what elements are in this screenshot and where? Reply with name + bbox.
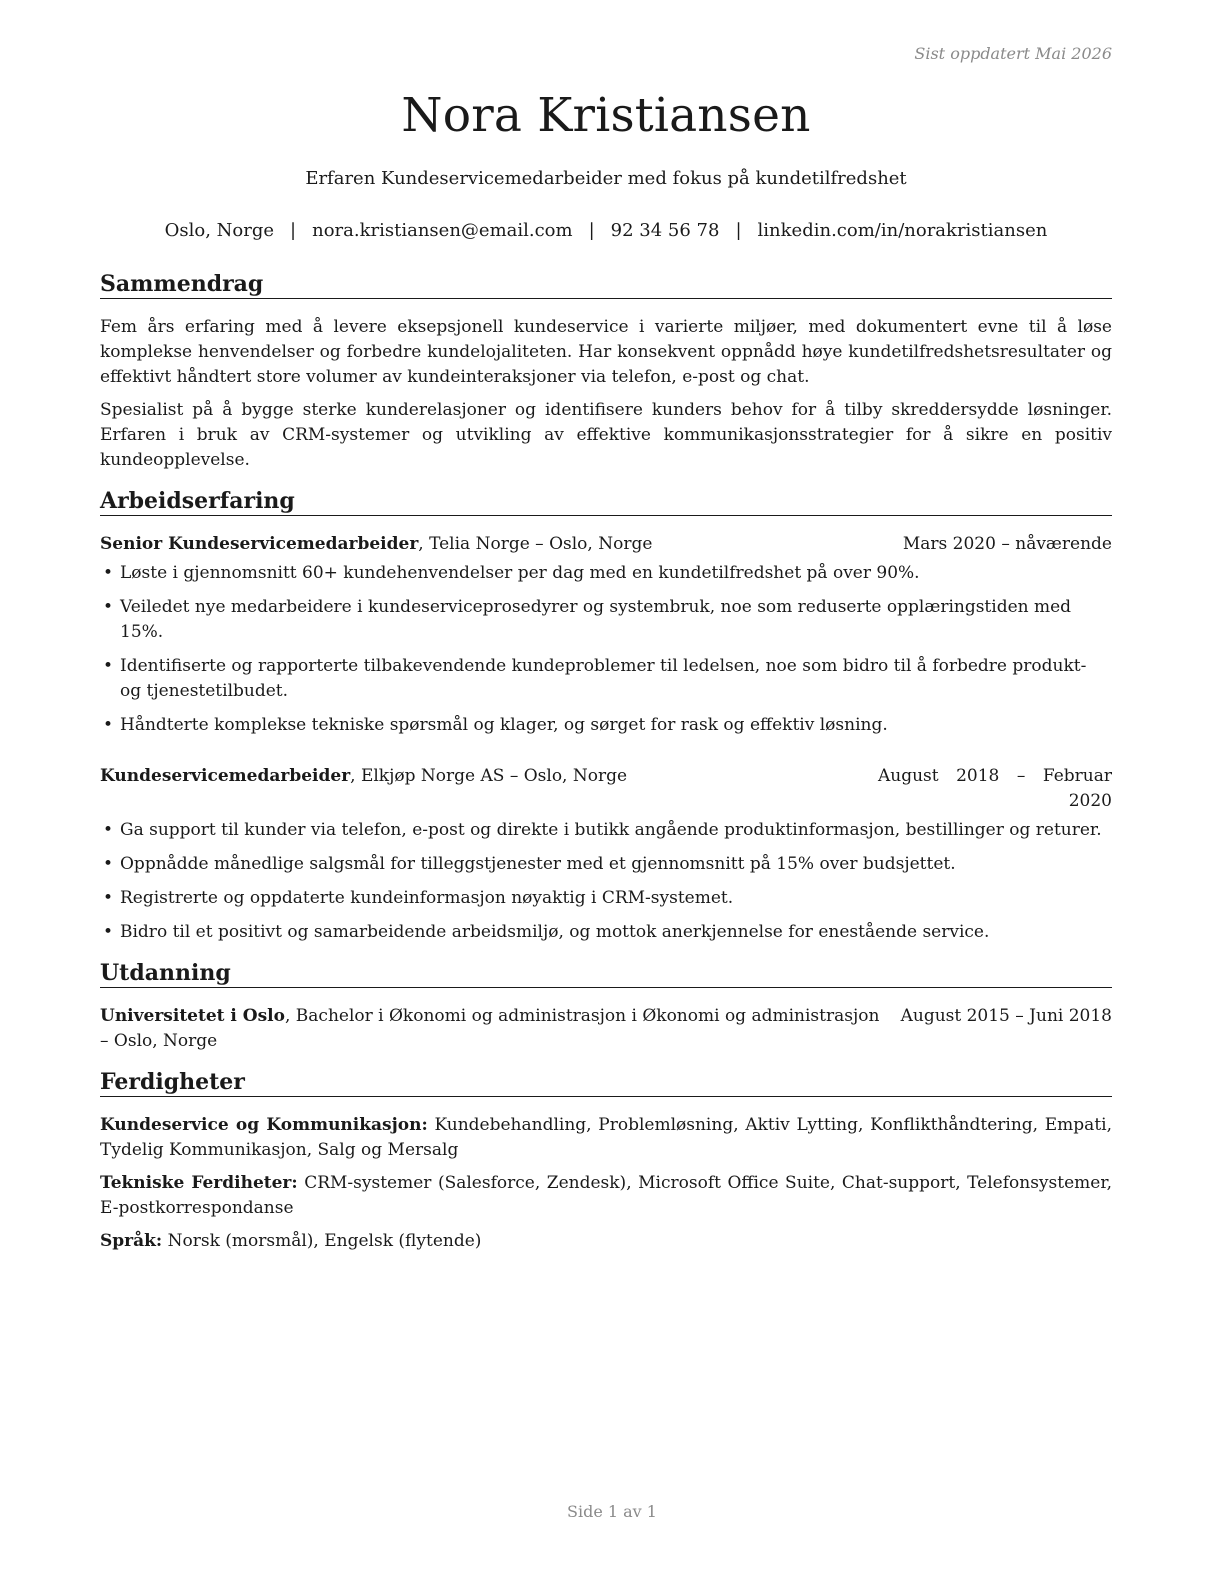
- headline: Erfaren Kundeservicemedarbeider med fokus på kundetilfredshet: [305, 168, 907, 189]
- contact-phone: 92 34 56 78: [610, 220, 720, 241]
- section-title-education: Utdanning: [100, 959, 1112, 988]
- job-role: [100, 764, 627, 814]
- bullet-text: Veiledet nye medarbeidere i kundeserviceprosedyrer og systembruk, noe som reduserte opplæringstiden med 15%.: [120, 597, 1072, 642]
- last-updated-note: Sist oppdatert Mai 2026: [914, 44, 1112, 63]
- list-item: [100, 654, 1112, 704]
- job-entry: [100, 532, 1112, 738]
- section-title-experience: Arbeidserfaring: [100, 487, 1112, 516]
- bullet-text: Ga support til kunder via telefon, e-post og direkte i butikk angående produktinformasjon, bestillinger og returer.: [120, 820, 1102, 840]
- contact-linkedin[interactable]: linkedin.com/in/norakristiansen: [757, 220, 1048, 241]
- skills-list: [100, 1113, 1112, 1254]
- list-item: [100, 818, 1112, 843]
- bullet-icon: •: [103, 922, 114, 942]
- job-dates: Mars 2020 – nåværende: [902, 534, 1112, 554]
- job-dates: August 2018 – Februar 2020: [878, 766, 1112, 811]
- skill-group: [100, 1171, 1112, 1221]
- summary-paragraph: Fem års erfaring med å levere eksepsjonell kundeservice i varierte miljøer, med dokumentert evne til å løse komplekse henvendelser og forbedre kundelojaliteten. Har konsekvent oppnådd høye kundetilfredshetsresultater og effektivt håndtert store volumer av kundeinteraksjoner via telefon, e-post og chat.: [100, 317, 1112, 387]
- contact-line: [100, 220, 1112, 241]
- job-employer: , Elkjøp Norge AS – Oslo, Norge: [350, 766, 628, 786]
- list-item: [100, 595, 1112, 645]
- skill-label: Språk:: [100, 1231, 163, 1251]
- contact-separator: |: [588, 220, 595, 241]
- job-bullets: [100, 561, 1112, 738]
- education-detail: , Bachelor i Økonomi og administrasjon i Økonomi og administrasjon – Oslo, Norge: [100, 1006, 880, 1051]
- list-item: [100, 713, 1112, 738]
- skill-group: [100, 1113, 1112, 1163]
- experience-section: [100, 487, 1112, 945]
- resume-page: [100, 0, 1112, 1584]
- job-header: [100, 764, 1112, 814]
- bullet-icon: •: [103, 715, 114, 735]
- bullet-icon: •: [103, 888, 114, 908]
- summary-section: [100, 315, 1112, 473]
- education-section: [100, 959, 1112, 1054]
- bullet-icon: •: [103, 656, 114, 676]
- job-entry: [100, 764, 1112, 945]
- bullet-text: Bidro til et positivt og samarbeidende arbeidsmiljø, og mottok anerkjennelse for enestående service.: [120, 922, 990, 942]
- bullet-icon: •: [103, 820, 114, 840]
- job-header: [100, 532, 1112, 557]
- bullet-text: Oppnådde månedlige salgsmål for tilleggstjenester med et gjennomsnitt på 15% over budsjettet.: [120, 854, 956, 874]
- bullet-text: Håndterte komplekse tekniske spørsmål og klager, og sørget for rask og effektiv løsning.: [120, 715, 888, 735]
- skill-label: Kundeservice og Kommunikasjon:: [100, 1115, 428, 1135]
- candidate-name: Nora Kristiansen: [401, 88, 811, 143]
- contact-separator: |: [290, 220, 297, 241]
- list-item: [100, 886, 1112, 911]
- bullet-text: Løste i gjennomsnitt 60+ kundehenvendelser per dag med en kundetilfredshet på over 90%.: [120, 563, 920, 583]
- list-item: [100, 852, 1112, 877]
- job-title: Kundeservicemedarbeider: [100, 766, 351, 786]
- education-dates: August 2015 – Juni 2018: [900, 1006, 1112, 1026]
- job-bullets: [100, 818, 1112, 945]
- list-item: [100, 920, 1112, 945]
- skill-label: Tekniske Ferdiheter:: [100, 1173, 298, 1193]
- section-title-skills: Ferdigheter: [100, 1068, 1112, 1097]
- list-item: [100, 561, 1112, 586]
- bullet-icon: •: [103, 563, 114, 583]
- bullet-icon: •: [103, 597, 114, 617]
- bullet-text: Registrerte og oppdaterte kundeinformasjon nøyaktig i CRM-systemet.: [120, 888, 734, 908]
- skills-section: [100, 1068, 1112, 1254]
- contact-location: Oslo, Norge: [164, 220, 275, 241]
- job-role: [100, 532, 652, 557]
- job-title: Senior Kundeservicemedarbeider: [100, 534, 419, 554]
- education-school: Universitetet i Oslo: [100, 1006, 285, 1026]
- job-employer: , Telia Norge – Oslo, Norge: [418, 534, 653, 554]
- skill-value: Norsk (morsmål), Engelsk (flytende): [162, 1231, 482, 1251]
- summary-paragraph: Spesialist på å bygge sterke kunderelasjoner og identifisere kunders behov for å tilby skreddersydde løsninger. Erfaren i bruk av CRM-systemer og utvikling av effektive kommunikasjonsstrategier for å sikre en positiv kundeopplevelse.: [100, 400, 1112, 470]
- contact-separator: |: [735, 220, 742, 241]
- bullet-icon: •: [103, 854, 114, 874]
- contact-email[interactable]: nora.kristiansen@email.com: [312, 220, 573, 241]
- skill-value: Kundebehandling, Problemløsning, Aktiv Lytting, Konflikthåndtering, Empati, Tydelig Kommunikasjon, Salg og Mersalg: [100, 1115, 1112, 1160]
- skill-group: [100, 1229, 1112, 1254]
- skill-value: CRM-systemer (Salesforce, Zendesk), Microsoft Office Suite, Chat-support, Telefonsystemer, E-postkorrespondanse: [100, 1173, 1112, 1218]
- bullet-text: Identifiserte og rapporterte tilbakevendende kundeproblemer til ledelsen, noe som bidro til å forbedre produkt- og tjenestetilbudet.: [120, 656, 1087, 701]
- education-entry: [100, 1004, 1112, 1054]
- page-number: Side 1 av 1: [567, 1502, 657, 1521]
- resume-content: [100, 270, 1112, 1262]
- section-title-summary: Sammendrag: [100, 270, 1112, 299]
